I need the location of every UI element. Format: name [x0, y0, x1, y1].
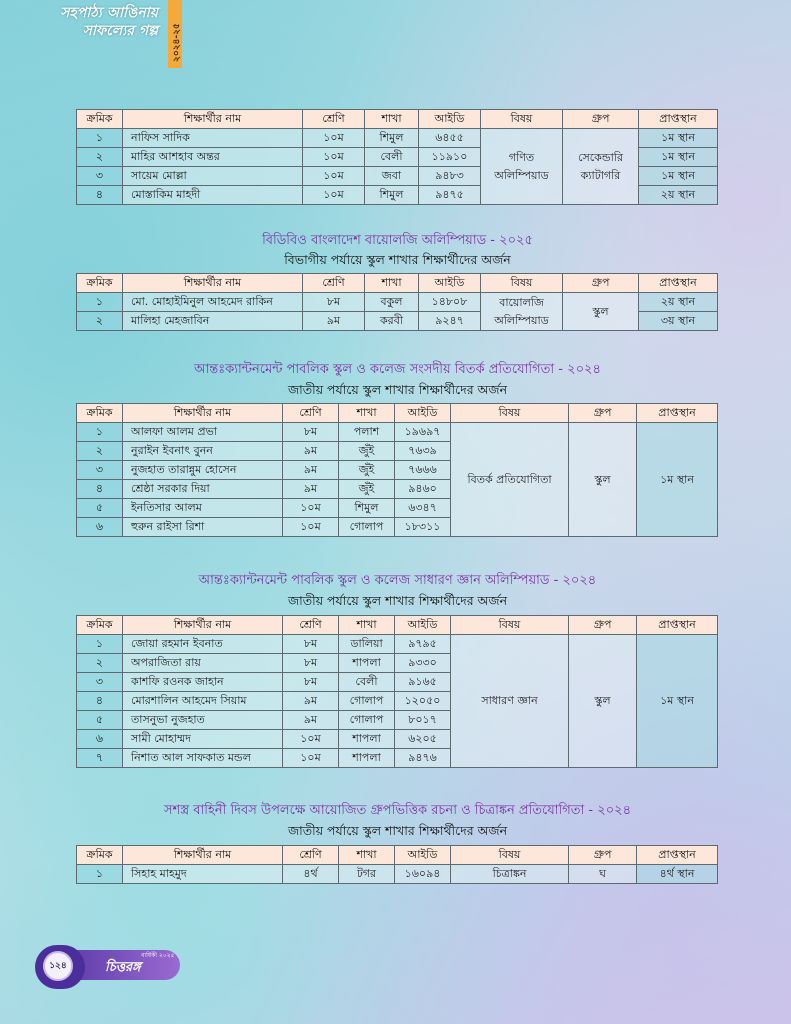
- group: ঘ: [569, 865, 637, 884]
- serial: ৪: [77, 186, 123, 205]
- student-name: মোরশালিন আহমেদ সিয়াম: [123, 692, 283, 711]
- section-subtitle-debate: জাতীয় পর্যায়ে স্কুল শাখার শিক্ষার্থীদের অর্জন: [287, 382, 508, 397]
- student-id: ৯৭৯৫: [395, 635, 451, 654]
- title-line-2: সাফল্যের গল্প: [82, 23, 158, 39]
- place: ৪র্থ স্থান: [637, 865, 718, 884]
- col-branch: শাখা: [339, 404, 395, 423]
- serial: ৪: [77, 480, 123, 499]
- subject: চিত্রাঙ্কন: [451, 865, 569, 884]
- table-header-row: [77, 274, 718, 293]
- class: ১০ম: [283, 499, 339, 518]
- table-biology-olympiad: [76, 273, 718, 331]
- branch: করবী: [365, 312, 419, 331]
- table-row: [77, 423, 718, 442]
- student-id: ৬২০৫: [395, 730, 451, 749]
- student-name: নুরাইন ইবনাৎ বুনন: [123, 442, 283, 461]
- col-serial: ক্রমিক: [77, 846, 123, 865]
- section-title-armed-forces-day: সশস্ত্র বাহিনী দিবস উপলক্ষে আয়োজিত গ্রুপভিত্তিক রচনা ও চিত্রাঙ্কন প্রতিযোগিতা - ২০২৪: [163, 803, 632, 818]
- col-subject: বিষয়: [451, 846, 569, 865]
- col-place: প্রাপ্তস্থান: [639, 110, 718, 129]
- student-id: ৯৩৩০: [395, 654, 451, 673]
- serial: ৫: [77, 711, 123, 730]
- branch: জুঁই: [339, 461, 395, 480]
- student-id: ৯৪৭৬: [395, 749, 451, 768]
- magazine-section-title: [58, 4, 158, 40]
- col-serial: ক্রমিক: [77, 274, 123, 293]
- student-id: ৬৪৫৫: [419, 129, 481, 148]
- branch: শিমুল: [365, 129, 419, 148]
- place: ১ম স্থান: [639, 129, 718, 148]
- place: ১ম স্থান: [639, 148, 718, 167]
- col-subject: বিষয়: [451, 616, 569, 635]
- class: ৮ম: [283, 635, 339, 654]
- section-subtitle-armed-forces-day: জাতীয় পর্যায়ে স্কুল শাখার শিক্ষার্থীদের অর্জন: [287, 823, 508, 838]
- student-id: ৯১৬৫: [395, 673, 451, 692]
- serial: ১: [77, 423, 123, 442]
- student-id: ১৯৬৯৭: [395, 423, 451, 442]
- col-serial: ক্রমিক: [77, 110, 123, 129]
- student-id: ৯৪৭৫: [419, 186, 481, 205]
- branch: শাপলা: [339, 749, 395, 768]
- table-row: [77, 129, 718, 148]
- col-group: গ্রুপ: [569, 846, 637, 865]
- student-name: মালিহা মেহজাবিন: [123, 312, 303, 331]
- table-header-row: [77, 846, 718, 865]
- table-debate: [76, 403, 718, 537]
- class: ১০ম: [283, 730, 339, 749]
- col-name: শিক্ষার্থীর নাম: [123, 274, 303, 293]
- class: ৮ম: [283, 423, 339, 442]
- class: ১০ম: [303, 129, 365, 148]
- branch: বেলী: [365, 148, 419, 167]
- student-id: ৭৬৬৬: [395, 461, 451, 480]
- page-number: ১২৪: [43, 951, 73, 981]
- branch: গোলাপ: [339, 518, 395, 537]
- col-class: শ্রেণি: [283, 846, 339, 865]
- student-id: ৬৩৪৭: [395, 499, 451, 518]
- class: ৮ম: [283, 654, 339, 673]
- table-math-olympiad: [76, 109, 718, 205]
- col-group: গ্রুপ: [569, 616, 637, 635]
- group: স্কুল: [563, 293, 639, 331]
- student-name: ইনতিসার আলম: [123, 499, 283, 518]
- student-name: সায়েম মোল্লা: [123, 167, 303, 186]
- year-label: ২০২৪-২৫: [172, 23, 182, 62]
- col-subject: বিষয়: [451, 404, 569, 423]
- serial: ২: [77, 312, 123, 331]
- table-header-row: [77, 110, 718, 129]
- student-id: ১২০৫০: [395, 692, 451, 711]
- col-class: শ্রেণি: [283, 616, 339, 635]
- table-row: [77, 635, 718, 654]
- student-name: আলফা আলম প্রভা: [123, 423, 283, 442]
- branch: শাপলা: [339, 730, 395, 749]
- branch: গোলাপ: [339, 692, 395, 711]
- student-name: মাহির আশহাব অন্তর: [123, 148, 303, 167]
- col-place: প্রাপ্তস্থান: [637, 404, 718, 423]
- col-id: আইডি: [395, 846, 451, 865]
- student-name: নিশাত আল সাফকাত মন্ডল: [123, 749, 283, 768]
- col-id: আইডি: [419, 110, 481, 129]
- col-name: শিক্ষার্থীর নাম: [123, 404, 283, 423]
- serial: ৩: [77, 673, 123, 692]
- col-class: শ্রেণি: [303, 110, 365, 129]
- col-place: প্রাপ্তস্থান: [639, 274, 718, 293]
- title-line-1: সহপাঠ্য আঙিনায়: [60, 5, 158, 21]
- class: ৪র্থ: [283, 865, 339, 884]
- subject: বায়োলজি অলিম্পিয়াড: [481, 293, 563, 331]
- student-name: অপরাজিতা রায়: [123, 654, 283, 673]
- place: ১ম স্থান: [637, 635, 718, 768]
- student-id: ১১৯১০: [419, 148, 481, 167]
- student-name: কাশফি রওনক জাহান: [123, 673, 283, 692]
- col-id: আইডি: [419, 274, 481, 293]
- place: ২য় স্থান: [639, 186, 718, 205]
- table-header-row: [77, 616, 718, 635]
- subject: বিতর্ক প্রতিযোগিতা: [451, 423, 569, 537]
- year-strip: [168, 0, 182, 68]
- student-name: শ্রেষ্ঠা সরকার দিয়া: [123, 480, 283, 499]
- student-id: ৭৬৩৯: [395, 442, 451, 461]
- col-name: শিক্ষার্থীর নাম: [123, 846, 283, 865]
- col-name: শিক্ষার্থীর নাম: [123, 616, 283, 635]
- serial: ৪: [77, 692, 123, 711]
- student-name: জোয়া রহমান ইবনাত: [123, 635, 283, 654]
- col-name: শিক্ষার্থীর নাম: [123, 110, 303, 129]
- student-name: নুজহাত তারান্নুম হোসেন: [123, 461, 283, 480]
- subject: গণিত অলিম্পিয়াড: [481, 129, 563, 205]
- branch: ডালিয়া: [339, 635, 395, 654]
- col-group: গ্রুপ: [569, 404, 637, 423]
- section-title-debate: আন্তঃক্যান্টনমেন্ট পাবলিক স্কুল ও কলেজ সংসদীয় বিতর্ক প্রতিযোগিতা - ২০২৪: [194, 362, 601, 377]
- student-name: সামী মোহাম্মদ: [123, 730, 283, 749]
- col-group: গ্রুপ: [563, 274, 639, 293]
- col-class: শ্রেণি: [303, 274, 365, 293]
- section-subtitle-general-knowledge: জাতীয় পর্যায়ে স্কুল শাখার শিক্ষার্থীদের অর্জন: [287, 593, 508, 608]
- subject: সাধারণ জ্ঞান: [451, 635, 569, 768]
- student-name: হুরুন রাইসা রিশা: [123, 518, 283, 537]
- serial: ২: [77, 654, 123, 673]
- brand-subtitle: বার্ষিকী ২০২৫: [141, 952, 175, 959]
- group: স্কুল: [569, 635, 637, 768]
- branch: শিমুল: [365, 186, 419, 205]
- place: ২য় স্থান: [639, 293, 718, 312]
- col-branch: শাখা: [365, 274, 419, 293]
- col-subject: বিষয়: [481, 110, 563, 129]
- student-id: ১৮৩১১: [395, 518, 451, 537]
- col-branch: শাখা: [339, 846, 395, 865]
- section-title-biology: বিডিবিও বাংলাদেশ বায়োলজি অলিম্পিয়াড - ২০২৫: [262, 233, 533, 248]
- section-subtitle-biology: বিভাগীয় পর্যায়ে স্কুল শাখার শিক্ষার্থীদের অর্জন: [284, 252, 511, 267]
- group: স্কুল: [569, 423, 637, 537]
- serial: ৭: [77, 749, 123, 768]
- serial: ২: [77, 442, 123, 461]
- class: ১০ম: [303, 186, 365, 205]
- class: ৯ম: [303, 312, 365, 331]
- serial: ১: [77, 865, 123, 884]
- serial: ৫: [77, 499, 123, 518]
- branch: বেলী: [339, 673, 395, 692]
- serial: ৩: [77, 461, 123, 480]
- branch: টগর: [339, 865, 395, 884]
- serial: ১: [77, 293, 123, 312]
- class: ৯ম: [283, 442, 339, 461]
- brand-logo: চিত্তরঙ্গ: [105, 960, 141, 975]
- place: ৩য় স্থান: [639, 312, 718, 331]
- serial: ৬: [77, 518, 123, 537]
- student-id: ১৪৮০৮: [419, 293, 481, 312]
- col-class: শ্রেণি: [283, 404, 339, 423]
- class: ১০ম: [303, 167, 365, 186]
- col-branch: শাখা: [365, 110, 419, 129]
- col-group: গ্রুপ: [563, 110, 639, 129]
- group: সেকেন্ডারি ক্যাটাগরি: [563, 129, 639, 205]
- place: ১ম স্থান: [639, 167, 718, 186]
- class: ৯ম: [283, 480, 339, 499]
- class: ৯ম: [283, 461, 339, 480]
- col-id: আইডি: [395, 616, 451, 635]
- serial: ১: [77, 635, 123, 654]
- class: ৯ম: [283, 711, 339, 730]
- serial: ১: [77, 129, 123, 148]
- student-id: ৮০১৭: [395, 711, 451, 730]
- col-id: আইডি: [395, 404, 451, 423]
- col-serial: ক্রমিক: [77, 404, 123, 423]
- table-header-row: [77, 404, 718, 423]
- col-place: প্রাপ্তস্থান: [637, 846, 718, 865]
- student-id: ৯৪৬০: [395, 480, 451, 499]
- page-number-badge: [35, 945, 180, 985]
- table-row: [77, 293, 718, 312]
- col-branch: শাখা: [339, 616, 395, 635]
- branch: পলাশ: [339, 423, 395, 442]
- class: ৮ম: [283, 673, 339, 692]
- place: ১ম স্থান: [637, 423, 718, 537]
- col-serial: ক্রমিক: [77, 616, 123, 635]
- branch: জুঁই: [339, 480, 395, 499]
- student-name: সিহাহ মাহমুদ: [123, 865, 283, 884]
- serial: ৩: [77, 167, 123, 186]
- class: ৮ম: [303, 293, 365, 312]
- student-id: ৯৪৮৩: [419, 167, 481, 186]
- branch: বকুল: [365, 293, 419, 312]
- table-row: [77, 865, 718, 884]
- table-general-knowledge: [76, 615, 718, 768]
- student-name: নাফিস সাদিক: [123, 129, 303, 148]
- branch: জবা: [365, 167, 419, 186]
- serial: ২: [77, 148, 123, 167]
- table-armed-forces-day: [76, 845, 718, 884]
- student-id: ৯২৪৭: [419, 312, 481, 331]
- col-subject: বিষয়: [481, 274, 563, 293]
- class: ১০ম: [283, 518, 339, 537]
- student-id: ১৬০৯৪: [395, 865, 451, 884]
- class: ১০ম: [283, 749, 339, 768]
- student-name: মোস্তাকিম মাহদী: [123, 186, 303, 205]
- class: ১০ম: [303, 148, 365, 167]
- branch: শিমুল: [339, 499, 395, 518]
- student-name: তাসনুভা নুজহাত: [123, 711, 283, 730]
- col-place: প্রাপ্তস্থান: [637, 616, 718, 635]
- branch: শাপলা: [339, 654, 395, 673]
- class: ৯ম: [283, 692, 339, 711]
- student-name: মো. মোহাইমিনুল আহমেদ রাকিন: [123, 293, 303, 312]
- section-title-general-knowledge: আন্তঃক্যান্টনমেন্ট পাবলিক স্কুল ও কলেজ সাধারণ জ্ঞান অলিম্পিয়াড - ২০২৪: [198, 573, 597, 588]
- branch: গোলাপ: [339, 711, 395, 730]
- serial: ৬: [77, 730, 123, 749]
- branch: জুঁই: [339, 442, 395, 461]
